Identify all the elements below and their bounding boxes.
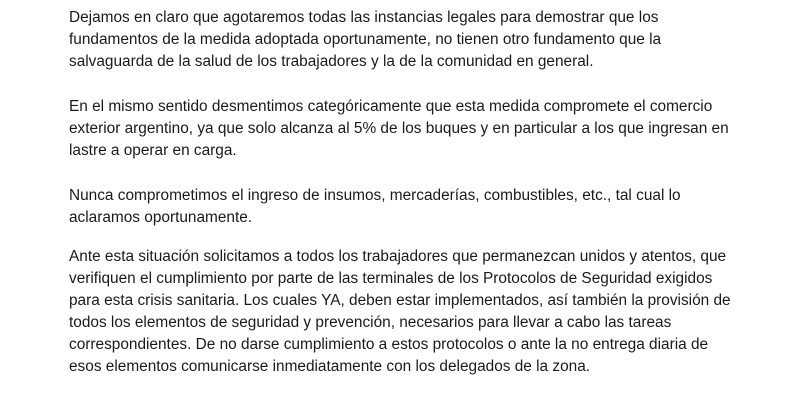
text-line: exterior argentino, ya que solo alcanza al 5% de los buques y en particular a los que ingresan en bbox=[69, 120, 729, 137]
text-line: lastre a operar en carga. bbox=[69, 142, 237, 159]
paragraph-supplies bbox=[69, 185, 681, 229]
text-line: esos elementos comunicarse inmediatamente con los delegados de la zona. bbox=[69, 358, 591, 375]
text-line: fundamentos de la medida adoptada oportunamente, no tienen otro fundamento que la bbox=[69, 31, 662, 48]
text-line: En el mismo sentido desmentimos categóricamente que esta medida compromete el comercio bbox=[69, 98, 713, 115]
text-line: Dejamos en claro que agotaremos todas las instancias legales para demostrar que los bbox=[69, 9, 659, 26]
text-line: Ante esta situación solicitamos a todos los trabajadores que permanezcan unidos y atentos, que bbox=[69, 248, 727, 265]
text-line: para esta crisis sanitaria. Los cuales YA, deben estar implementados, así también la provisión de bbox=[69, 292, 731, 309]
text-line: verifiquen el cumplimiento por parte de las terminales de los Protocolos de Seguridad exigidos bbox=[69, 270, 713, 287]
text-line: salvaguarda de la salud de los trabajadores y la de la comunidad en general. bbox=[69, 53, 594, 70]
text-line: correspondientes. De no darse cumplimiento a estos protocolos o ante la no entrega diaria de bbox=[69, 336, 709, 353]
text-line: Nunca comprometimos el ingreso de insumos, mercaderías, combustibles, etc., tal cual lo bbox=[69, 187, 681, 204]
paragraph-foreign-trade bbox=[69, 96, 729, 162]
text-line: aclaramos oportunamente. bbox=[69, 209, 253, 226]
paragraph-workers-request bbox=[69, 246, 731, 378]
text-line: todos los elementos de seguridad y prevención, necesarios para llevar a cabo las tareas bbox=[69, 314, 672, 331]
paragraph-legal-instances bbox=[69, 7, 661, 73]
